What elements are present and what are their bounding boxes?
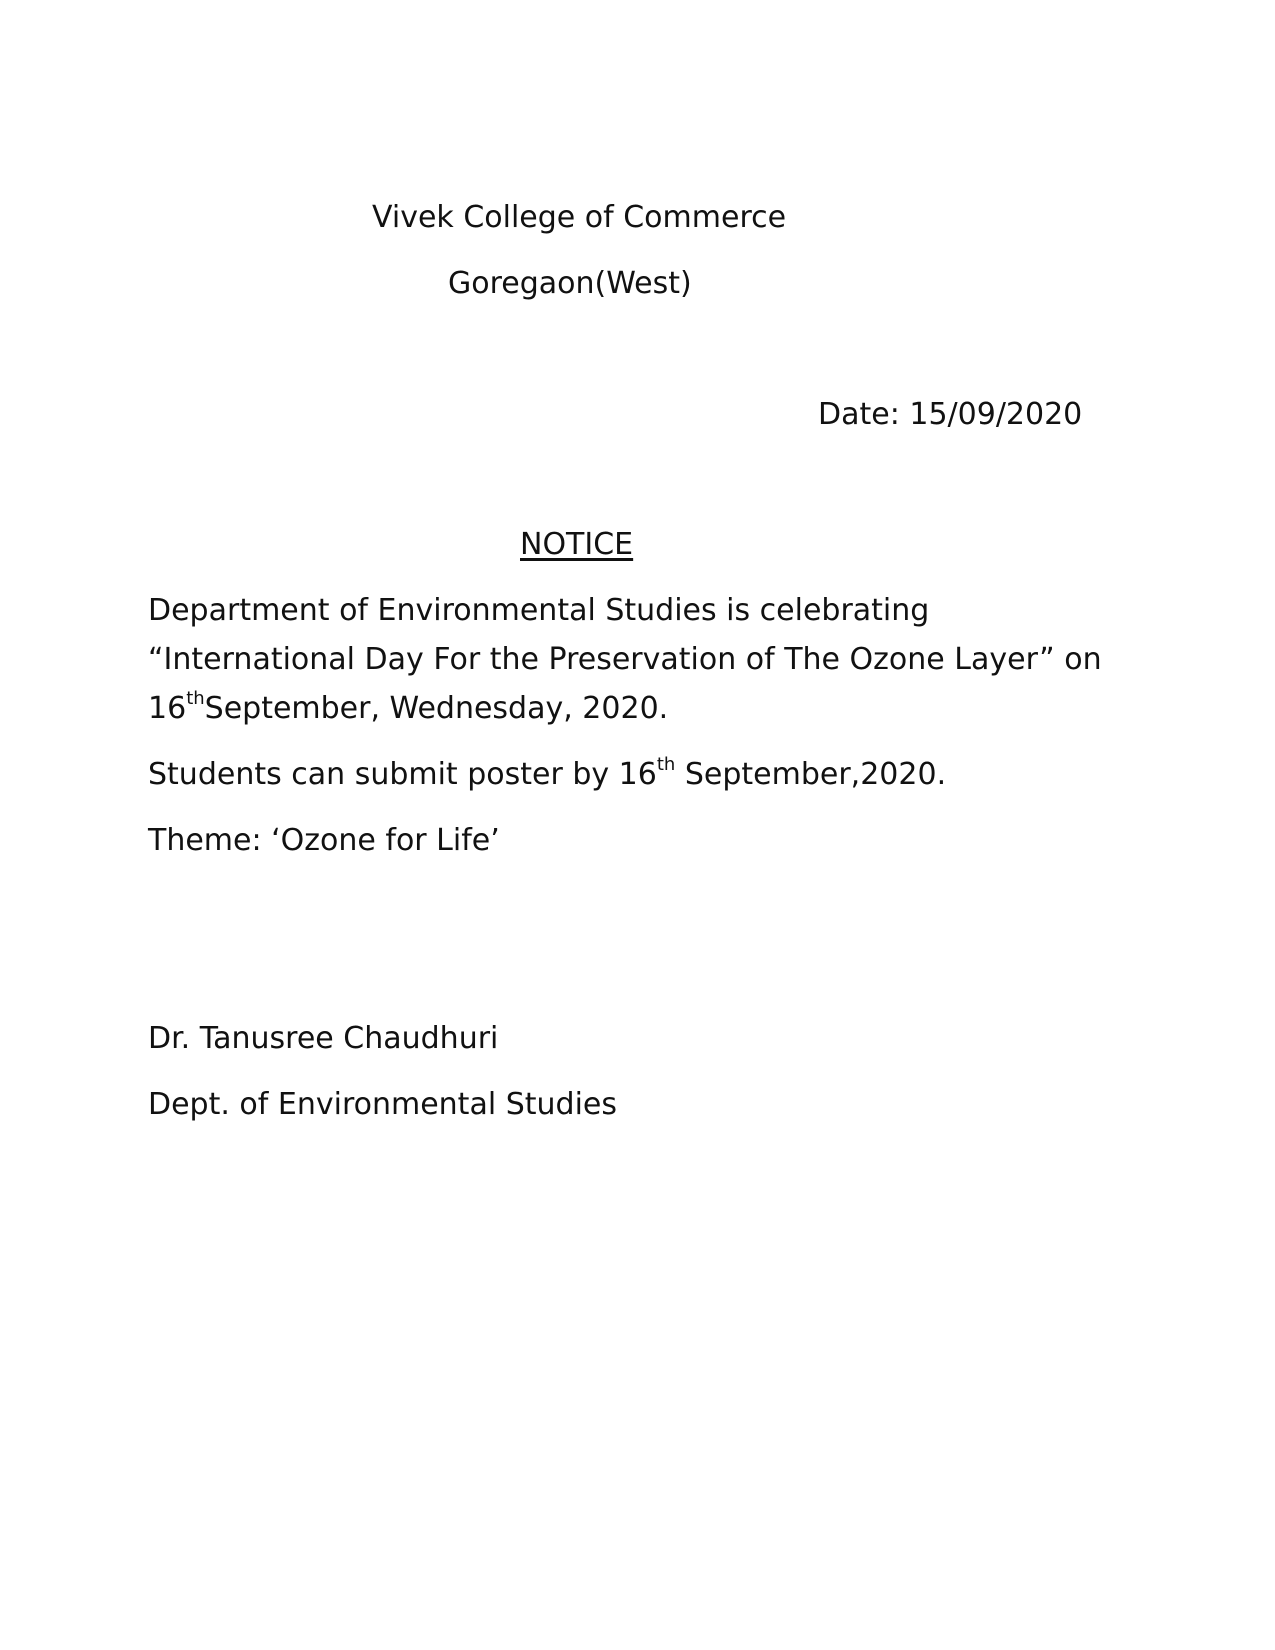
date-label: Date: xyxy=(818,397,900,432)
event-day: 16 xyxy=(148,691,187,726)
event-day-suffix: th xyxy=(186,688,205,709)
event-date-rest: September, Wednesday, 2020. xyxy=(204,691,669,726)
college-name: Vivek College of Commerce xyxy=(372,200,787,235)
submission-date-rest: September,2020. xyxy=(675,757,947,792)
submission-day-suffix: th xyxy=(656,754,676,775)
submission-deadline xyxy=(148,754,947,793)
date-value: 15/09/2020 xyxy=(909,397,1083,432)
notice-body-line-2: “International Day For the Preservation of The Ozone Layer” on xyxy=(148,642,1102,677)
notice-title: NOTICE xyxy=(520,527,634,562)
college-location: Goregaon(West) xyxy=(448,266,692,301)
notice-body-line-3 xyxy=(148,688,669,727)
theme-line: Theme: ‘Ozone for Life’ xyxy=(148,823,500,858)
signatory-name: Dr. Tanusree Chaudhuri xyxy=(148,1021,499,1056)
notice-body-line-1: Department of Environmental Studies is celebrating xyxy=(148,593,930,628)
submission-prefix: Students can submit poster by 16 xyxy=(148,757,657,792)
notice-date xyxy=(818,397,1082,433)
signatory-department: Dept. of Environmental Studies xyxy=(148,1087,617,1122)
